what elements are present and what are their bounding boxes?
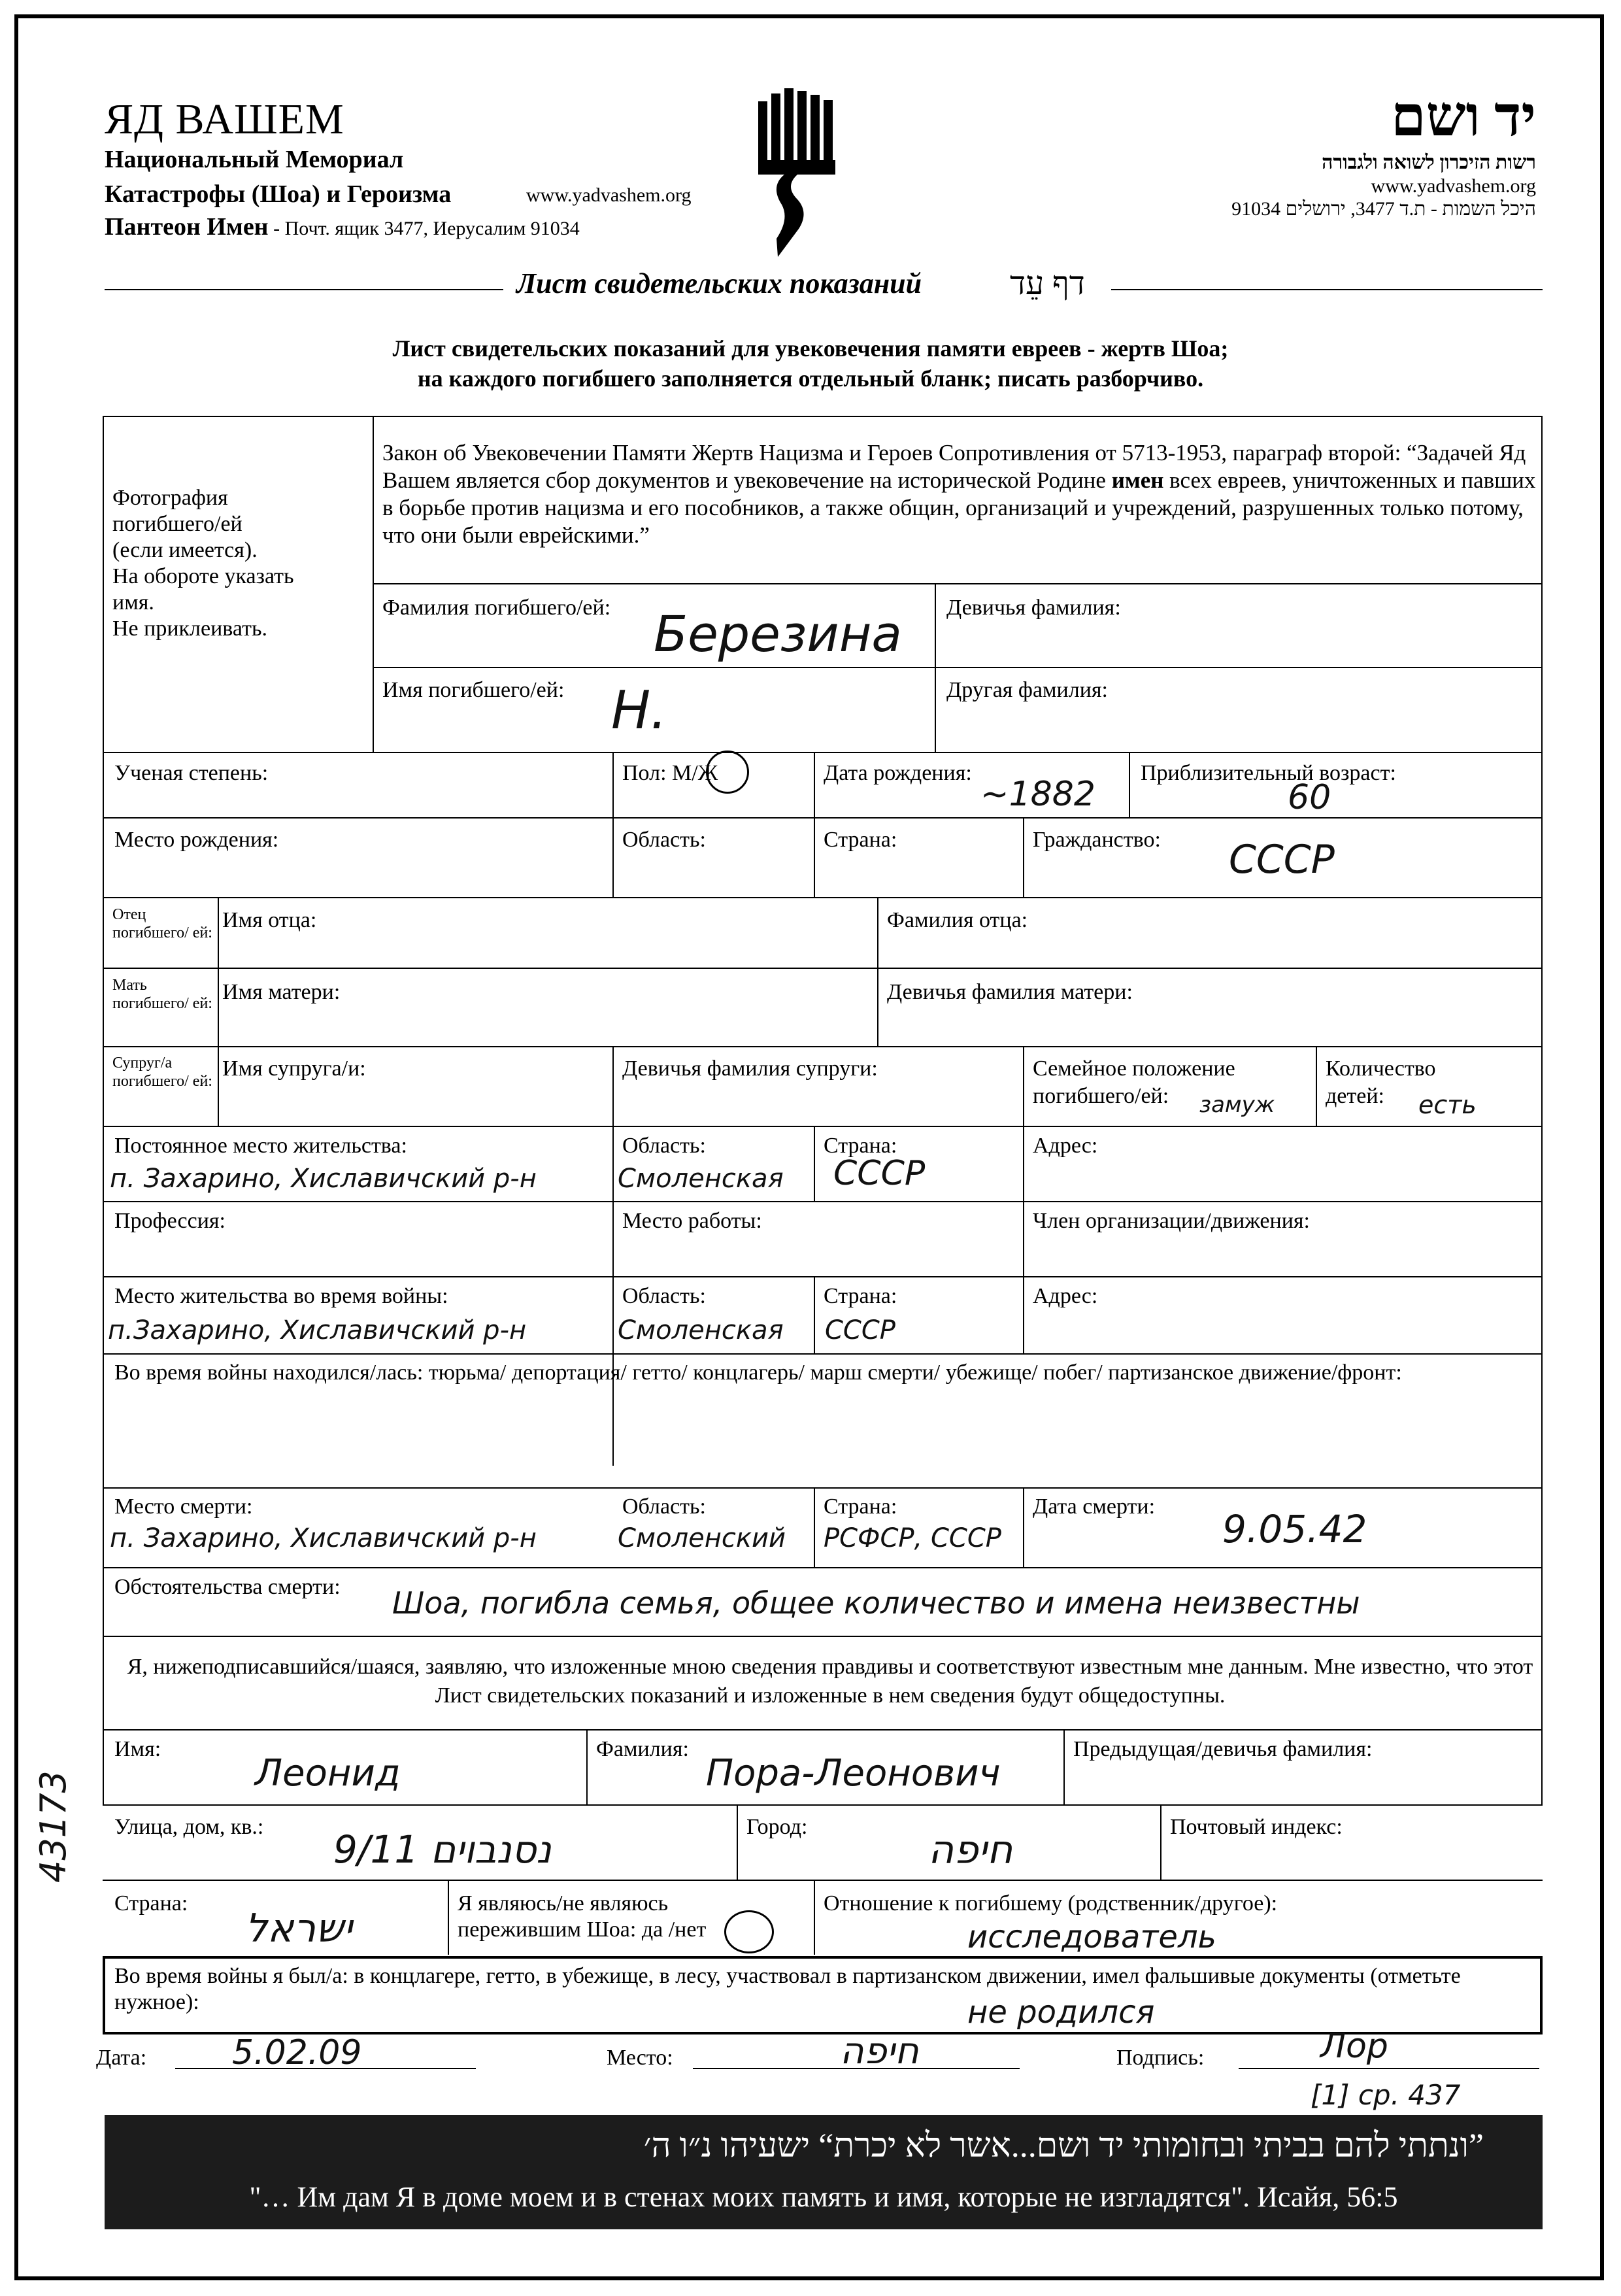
value-dob[interactable]: ~1882: [980, 775, 1095, 814]
value-death-country[interactable]: РСФСР, СССР: [824, 1523, 1001, 1553]
label-death-place: Место смерти:: [114, 1494, 253, 1519]
banner-quote-he: ”ונתתי להם בביתי ובחומותי יד ושם...אשר לא יכרת“ ישעיהו נ״ו ה׳: [643, 2127, 1484, 2165]
label-res-address: Адрес:: [1033, 1134, 1098, 1158]
org-title-ru: ЯД ВАШЕМ: [105, 95, 344, 143]
value-street[interactable]: 9/11 נסנבוים: [333, 1827, 552, 1872]
label-war-region: Область:: [622, 1284, 706, 1308]
value-marital[interactable]: замуж: [1199, 1092, 1275, 1118]
label-degree: Ученая степень:: [114, 761, 269, 785]
label-mother-side: Мать погибшего/ ей:: [112, 977, 212, 1012]
value-approx-age[interactable]: 60: [1288, 778, 1331, 817]
org-line3: Пантеон Имен - Почт. ящик 3477, Иерусалим 91034: [105, 213, 580, 241]
value-city[interactable]: חיפה: [928, 1827, 1013, 1873]
label-place: Место:: [607, 2046, 673, 2070]
label-street: Улица, дом, кв.:: [114, 1815, 264, 1839]
label-birth-country: Страна:: [824, 828, 897, 852]
title-rule-left: [105, 289, 503, 290]
org-line2: Катастрофы (Шоа) и Героизма: [105, 180, 452, 208]
label-spouse-name: Имя супруга/и:: [222, 1056, 366, 1081]
org-he-line1: רשות הזיכרון לשואה ולגבורה: [1322, 152, 1536, 173]
label-signature: Подпись:: [1116, 2046, 1205, 2070]
label-father-side: Отец погибшего/ ей:: [112, 906, 212, 941]
label-marital-1: Семейное положение: [1033, 1056, 1235, 1081]
label-maiden: Девичья фамилия:: [946, 596, 1121, 620]
value-war-country[interactable]: СССР: [825, 1315, 895, 1345]
label-war-country: Страна:: [824, 1284, 897, 1308]
value-death-circ[interactable]: Шоа, погибла семья, общее количество и имена неизвестны: [392, 1585, 1360, 1621]
form-title-he: דף עֵד: [1010, 265, 1085, 301]
value-residence[interactable]: п. Захарино, Хиславичский р-н: [110, 1164, 537, 1194]
org-line1: Национальный Мемориал: [105, 146, 404, 173]
website-left[interactable]: www.yadvashem.org: [526, 184, 692, 206]
survivor-selection-circle[interactable]: [724, 1910, 774, 1953]
label-sex: Пол: М/Ж: [622, 761, 718, 785]
label-residence: Постоянное место жительства:: [114, 1134, 407, 1158]
footer-banner: [105, 2115, 1543, 2229]
label-children-2: детей:: [1326, 1084, 1384, 1108]
label-death-circ: Обстоятельства смерти:: [114, 1575, 341, 1599]
value-place[interactable]: חיפה: [840, 2030, 919, 2072]
label-city: Город:: [746, 1815, 808, 1839]
label-citizenship: Гражданство:: [1033, 828, 1161, 852]
value-relation[interactable]: исследователь: [967, 1919, 1216, 1955]
photo-instructions: Фотография погибшего/ей (если имеется). На обороте указать имя. Не приклеивать.: [112, 486, 294, 641]
label-birth-region: Область:: [622, 828, 706, 852]
label-war-self: Во время войны я был/а: в концлагере, гетто, в убежище, в лесу, участвовал в партизанском движении, имел фальшивые документы (отметьте нужное):: [114, 1964, 1461, 2014]
label-surname: Фамилия погибшего/ей:: [382, 596, 611, 620]
label-father-name: Имя отца:: [222, 908, 317, 932]
org-he-line3: היכל השמות - ת.ד 3477, ירושלים 91034: [1231, 198, 1536, 220]
label-sub-name: Имя:: [114, 1737, 161, 1761]
value-war-residence[interactable]: п.Захарино, Хиславичский р-н: [108, 1315, 527, 1345]
value-death-place[interactable]: п. Захарино, Хиславичский р-н: [110, 1523, 537, 1553]
yad-vashem-logo-icon: [758, 88, 837, 258]
label-sub-surname: Фамилия:: [596, 1737, 689, 1761]
value-sub-name[interactable]: Леонид: [255, 1752, 401, 1795]
label-res-country: Страна:: [824, 1134, 897, 1158]
value-signature[interactable]: Лор: [1320, 2027, 1388, 2066]
label-war-residence: Место жительства во время войны:: [114, 1284, 448, 1308]
declaration-text: Я, нижеподписавшийся/шаяся, заявляю, что изложенные мною сведения правдивы и соответствуют известным мне данным. Мне известно, что этот Лист свидетельских показаний и изложенные в нем сведения будут общедоступны.: [127, 1655, 1533, 1708]
label-father-surname: Фамилия отца:: [887, 908, 1028, 932]
label-mother-name: Имя матери:: [222, 980, 341, 1004]
value-death-region[interactable]: Смоленский: [618, 1523, 786, 1553]
value-sub-country[interactable]: ישראל: [245, 1906, 353, 1951]
label-war-address: Адрес:: [1033, 1284, 1098, 1308]
label-prev-surname: Предыдущая/девичья фамилия:: [1073, 1737, 1373, 1761]
label-children-1: Количество: [1326, 1056, 1436, 1081]
label-sub-country: Страна:: [114, 1891, 188, 1916]
label-death-region: Область:: [622, 1494, 706, 1519]
website-right[interactable]: www.yadvashem.org: [1371, 175, 1536, 197]
label-first-name: Имя погибшего/ей:: [382, 678, 565, 702]
label-survivor-2: пережившим Шоа: да /нет: [458, 1917, 707, 1942]
label-spouse-side: Супруг/а погибшего/ ей:: [112, 1055, 212, 1090]
form-subtitle: [0, 333, 1621, 394]
label-member: Член организации/движения:: [1033, 1209, 1310, 1233]
value-sub-surname[interactable]: Пора-Леонович: [706, 1752, 1001, 1795]
subtitle-line2: на каждого погибшего заполняется отдельный бланк; писать разборчиво.: [417, 365, 1204, 392]
label-profession: Профессия:: [114, 1209, 226, 1233]
value-citizenship[interactable]: СССР: [1229, 837, 1335, 883]
label-mother-maiden: Девичья фамилия матери:: [887, 980, 1133, 1004]
title-rule-right: [1111, 289, 1543, 290]
value-children[interactable]: есть: [1418, 1090, 1477, 1119]
value-war-region[interactable]: Смоленская: [618, 1315, 784, 1345]
label-workplace: Место работы:: [622, 1209, 762, 1233]
value-date[interactable]: 5.02.09: [232, 2033, 362, 2072]
label-res-region: Область:: [622, 1134, 706, 1158]
label-marital-2: погибшего/ей:: [1033, 1084, 1169, 1108]
value-war-self[interactable]: не родился: [967, 1994, 1155, 2031]
value-first-name[interactable]: Н.: [611, 680, 667, 741]
label-war-status: Во время войны находился/лась: тюрьма/ депортация/ гетто/ концлагерь/ марш смерти/ убежище/ побег/ партизанское движение/фронт:: [114, 1360, 1402, 1385]
org-title-he: יד ושם: [1391, 85, 1536, 148]
label-spouse-maiden: Девичья фамилия супруги:: [622, 1056, 878, 1081]
value-death-date[interactable]: 9.05.42: [1222, 1507, 1367, 1551]
label-approx-age: Приблизительный возраст:: [1141, 761, 1396, 785]
label-postal: Почтовый индекс:: [1170, 1815, 1343, 1839]
label-other-surname: Другая фамилия:: [946, 678, 1108, 702]
label-birthplace: Место рождения:: [114, 828, 279, 852]
form-title-ru: Лист свидетельских показаний: [516, 267, 922, 299]
label-date: Дата:: [96, 2046, 147, 2070]
value-res-region[interactable]: Смоленская: [618, 1164, 784, 1194]
margin-id-number: 43173: [33, 1770, 74, 1883]
archive-reference: [1] ср. 437: [1311, 2079, 1461, 2111]
label-death-country: Страна:: [824, 1494, 897, 1519]
subtitle-line1: Лист свидетельских показаний для увековечения памяти евреев - жертв Шоа;: [392, 335, 1229, 362]
label-survivor-1: Я являюсь/не являюсь: [458, 1891, 669, 1916]
banner-quote-ru: "… Им дам Я в доме моем и в стенах моих память и имя, которые не изгладятся". Исайя, 56:5: [249, 2181, 1398, 2213]
label-death-date: Дата смерти:: [1033, 1494, 1156, 1519]
value-surname[interactable]: Березина: [654, 605, 902, 663]
law-quote: Закон об Увековечении Памяти Жертв Нацизма и Героев Сопротивления от 5713-1953, параграф второй: “Задачей Яд Вашем является сбор документов и увековечение на исторической Родине имен всех евреев, уничтоженных и павших в борьбе против нацизма и его пособников, а также общин, организаций и учреждений, разрушенных только потому, что они были еврейскими.”: [382, 440, 1536, 548]
sex-selection-circle[interactable]: [706, 751, 749, 794]
label-dob: Дата рождения:: [824, 761, 972, 785]
value-res-country[interactable]: СССР: [833, 1154, 926, 1193]
label-relation: Отношение к погибшему (родственник/другое):: [824, 1891, 1278, 1916]
